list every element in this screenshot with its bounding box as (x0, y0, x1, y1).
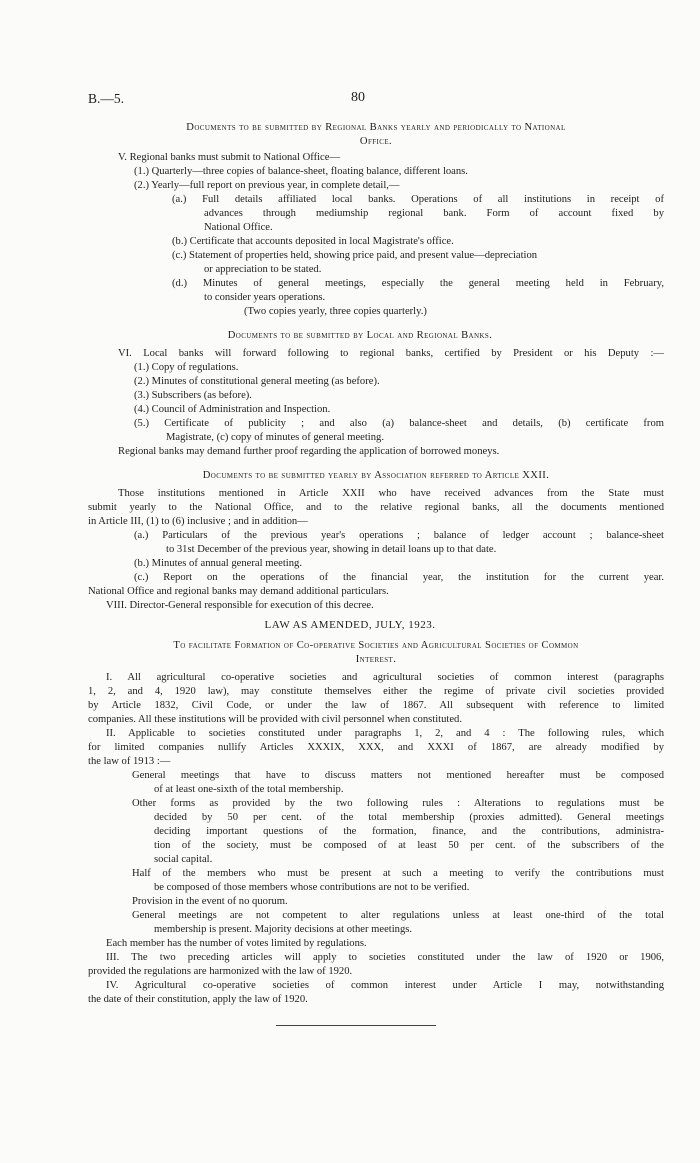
text-line: Those institutions mentioned in Article XXII who have received advances from the State must (118, 488, 664, 499)
text-line: (2.) Yearly—full report on previous year, in complete detail,— (134, 180, 400, 191)
text-line: (1.) Quarterly—three copies of balance-sheet, floating balance, different loans. (134, 166, 468, 177)
text-line: Each member has the number of votes limited by regulations. (106, 938, 367, 949)
text-line: VIII. Director-General responsible for execution of this decree. (106, 600, 374, 611)
text-line: be composed of those members whose contributions are not to be verified. (154, 882, 470, 893)
text-line: (4.) Council of Administration and Inspection. (134, 404, 331, 415)
text-line: (c.) Report on the operations of the financial year, the institution for the current year. (134, 572, 664, 583)
text-line: companies. All these institutions will be provided with civil personnel when constituted. (88, 714, 462, 725)
text-line: National Office and regional banks may demand additional particulars. (88, 586, 389, 597)
text-line: advances through mediumship regional bank. Form of account fixed by (204, 208, 664, 219)
text-line: (Two copies yearly, three copies quarterly.) (244, 306, 427, 317)
text-line: in Article III, (1) to (6) inclusive ; and in addition— (88, 516, 308, 527)
text-line: to consider years operations. (204, 292, 326, 303)
text-line: Provision in the event of no quorum. (132, 896, 288, 907)
text-line: provided the regulations are harmonized with the law of 1920. (88, 966, 353, 977)
text-line: (2.) Minutes of constitutional general meeting (as before). (134, 376, 380, 387)
text-line: Regional banks may demand further proof regarding the application of borrowed moneys. (118, 446, 500, 457)
end-rule-divider (276, 1025, 436, 1026)
text-line: II. Applicable to societies constituted under paragraphs 1, 2, and 4 : The following rules, which (106, 728, 664, 739)
text-line: for limited companies nullify Articles XXXIX, XXX, and XXXI of 1867, are already modified by (88, 742, 664, 753)
section-heading-cooperative-societies-cont: Interest. (355, 654, 397, 665)
text-line: Magistrate, (c) copy of minutes of general meeting. (166, 432, 384, 443)
text-line: submit yearly to the National Office, and to the relative regional banks, all the documents mentioned (88, 502, 664, 513)
text-line: General meetings that have to discuss matters not mentioned hereafter must be composed (132, 770, 664, 781)
text-line: (3.) Subscribers (as before). (134, 390, 252, 401)
section-heading-national-office: Documents to be submitted by Regional Banks yearly and periodically to National (186, 122, 566, 133)
text-line: the date of their constitution, apply the law of 1920. (88, 994, 308, 1005)
text-line: V. Regional banks must submit to National Office— (118, 152, 341, 163)
text-line: (b.) Certificate that accounts deposited in local Magistrate's office. (172, 236, 454, 247)
text-line: (5.) Certificate of publicity ; and also (a) balance-sheet and details, (b) certificate from (134, 418, 664, 429)
text-line: the law of 1913 :— (88, 756, 171, 767)
section-heading-cooperative-societies: To facilitate Formation of Co-operative Societies and Agricultural Societies of Common (173, 640, 579, 651)
text-line: social capital. (154, 854, 213, 865)
text-line: IV. Agricultural co-operative societies of common interest under Article I may, notwithstanding (106, 980, 664, 991)
section-heading-local-regional: Documents to be submitted by Local and Regional Banks. (227, 330, 493, 341)
document-reference: B.—5. (88, 91, 125, 106)
text-line: or appreciation to be stated. (204, 264, 322, 275)
text-line: (a.) Particulars of the previous year's operations ; balance of ledger account ; balance-sheet (134, 530, 664, 541)
text-line: decided by 50 per cent. of the total membership (proxies admitted). General meetings (154, 812, 664, 823)
section-heading-article-xxii: Documents to be submitted yearly by Association referred to Article XXII. (202, 470, 550, 481)
page-number: 80 (351, 90, 365, 105)
text-line: National Office. (204, 222, 273, 233)
text-line: (1.) Copy of regulations. (134, 362, 239, 373)
text-line: (b.) Minutes of annual general meeting. (134, 558, 302, 569)
text-line: Other forms as provided by the two following rules : Alterations to regulations must be (132, 798, 664, 809)
text-line: membership is present. Majority decisions at other meetings. (154, 924, 413, 935)
text-line: deciding important questions of the formation, finance, and the contributions, administra- (154, 826, 664, 837)
text-line: of at least one-sixth of the total membership. (154, 784, 344, 795)
text-line: (a.) Full details affiliated local banks. Operations of all institutions in receipt of (172, 194, 664, 205)
section-heading-national-office-cont: Office. (359, 136, 393, 147)
text-line: Half of the members who must be present at such a meeting to verify the contributions must (132, 868, 664, 879)
text-line: tion of the society, must be composed of at least 50 per cent. of the subscribers of the (154, 840, 664, 851)
text-line: VI. Local banks will forward following to regional banks, certified by President or his Deputy :— (118, 348, 664, 359)
text-line: (d.) Minutes of general meetings, especially the general meeting held in February, (172, 278, 664, 289)
text-line: by Article 1832, Civil Code, or under the law of 1867. All subsequent with reference to limited (88, 700, 664, 711)
text-line: to 31st December of the previous year, showing in detail loans up to that date. (166, 544, 497, 555)
text-line: (c.) Statement of properties held, showing price paid, and present value—depreciation (172, 250, 538, 261)
text-line: General meetings are not competent to alter regulations unless at least one-third of the total (132, 910, 664, 921)
law-title: LAW AS AMENDED, JULY, 1923. (264, 619, 436, 631)
text-line: I. All agricultural co-operative societies and agricultural societies of common interest (paragraphs (106, 672, 664, 683)
text-line: III. The two preceding articles will apply to societies constituted under the law of 1920 or 1906, (106, 952, 664, 963)
text-line: 1, 2, and 4, 1920 law), may constitute themselves either the regime of private civil societies provided (88, 686, 664, 697)
